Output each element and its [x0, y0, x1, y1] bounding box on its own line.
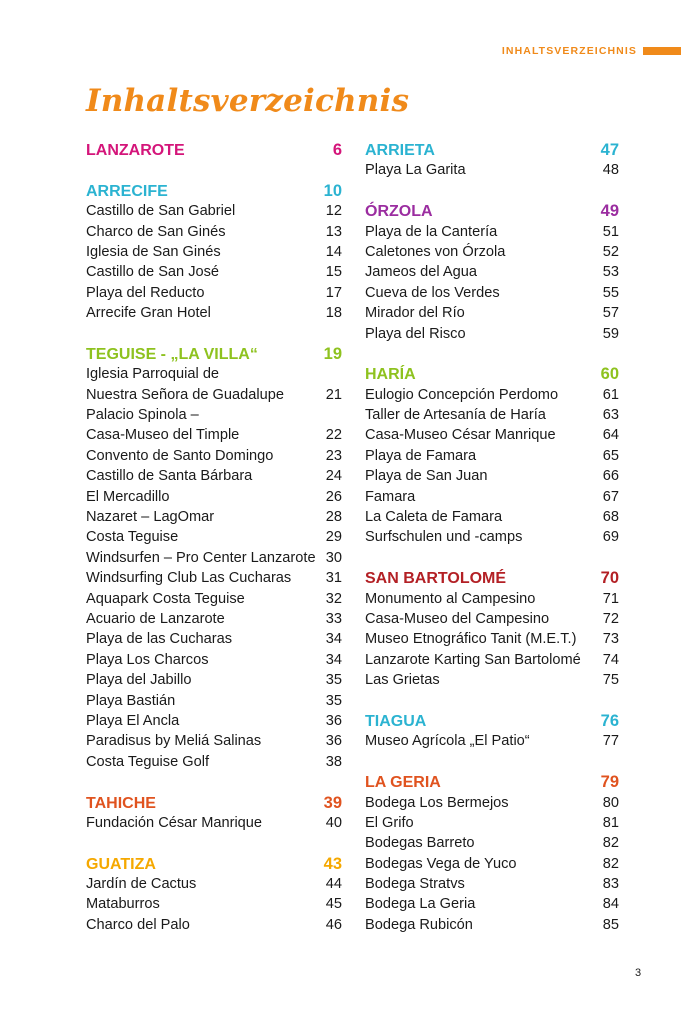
toc-entry-page: 35	[325, 692, 342, 709]
toc-entry-page: 34	[325, 651, 342, 668]
toc-entry[interactable]	[86, 711, 342, 731]
toc-section	[365, 140, 619, 181]
toc-entry-label: Convento de Santo Domingo	[86, 447, 274, 464]
section-page-number: 19	[323, 344, 342, 363]
toc-entry-page: 57	[602, 305, 619, 322]
toc-entry[interactable]	[86, 487, 342, 507]
toc-section-heading[interactable]	[86, 854, 342, 874]
toc-entry-page: 33	[325, 610, 342, 627]
toc-entry-page: 31	[325, 570, 342, 587]
toc-entry-label: Museo Etnográfico Tanit (M.E.T.)	[365, 631, 577, 648]
section-page-number: 47	[600, 141, 619, 159]
toc-entry-label: Caletones von Órzola	[365, 243, 506, 260]
toc-entry-page: 67	[602, 488, 619, 505]
toc-entry-page: 32	[325, 590, 342, 607]
toc-entry-page: 13	[325, 223, 342, 240]
toc-entry[interactable]	[86, 283, 342, 303]
toc-entry-page: 77	[602, 733, 619, 750]
toc-entry-page: 64	[602, 427, 619, 444]
toc-entry-label: Charco del Palo	[86, 916, 190, 933]
toc-section	[86, 181, 342, 324]
toc-entry-page: 68	[602, 509, 619, 526]
toc-entry[interactable]	[365, 425, 619, 445]
toc-entry[interactable]	[365, 833, 619, 853]
toc-entry[interactable]	[365, 446, 619, 466]
toc-entry-label: Cueva de los Verdes	[365, 284, 500, 301]
toc-entry-label: Paradisus by Meliá Salinas	[86, 733, 262, 750]
section-title: TIAGUA	[365, 712, 427, 730]
toc-entry-page: 45	[325, 896, 342, 913]
toc-entry-label: Playa de la Cantería	[365, 223, 498, 240]
toc-entry-label: Jameos del Agua	[365, 264, 477, 281]
toc-entry-page: 84	[602, 896, 619, 913]
toc-entry-label: Bodega Stratvs	[365, 876, 465, 893]
toc-entry[interactable]	[365, 609, 619, 629]
toc-entry[interactable]	[86, 303, 342, 323]
toc-section	[86, 344, 342, 772]
toc-entry-label: Nuestra Señora de Guadalupe	[86, 386, 284, 403]
toc-section-heading[interactable]	[365, 568, 619, 588]
toc-entry-label: Playa Bastián	[86, 692, 176, 709]
toc-entry-page: 69	[602, 529, 619, 546]
toc-entry-page: 71	[602, 590, 619, 607]
toc-entry-label: Acuario de Lanzarote	[86, 610, 225, 627]
toc-entry-page: 55	[602, 284, 619, 301]
section-title: TEGUISE - „LA VILLA“	[86, 345, 258, 363]
section-page-number: 43	[323, 854, 342, 873]
toc-entry-page: 28	[325, 509, 342, 526]
toc-entry[interactable]	[365, 874, 619, 894]
toc-entry[interactable]	[86, 568, 342, 588]
toc-entry-label: Castillo de San José	[86, 264, 220, 281]
toc-entry-label: Bodegas Barreto	[365, 835, 475, 852]
toc-entry-label: El Mercadillo	[86, 488, 170, 505]
toc-entry-label: Playa de las Cucharas	[86, 631, 233, 648]
toc-entry-page: 17	[325, 284, 342, 301]
toc-entry-page: 44	[325, 876, 342, 893]
toc-entry-label: Aquapark Costa Teguise	[86, 590, 245, 607]
section-page-number: 39	[323, 793, 342, 812]
section-title: GUATIZA	[86, 855, 156, 873]
toc-entry[interactable]	[86, 915, 342, 935]
toc-entry-page: 22	[325, 427, 342, 444]
toc-entry[interactable]	[86, 589, 342, 609]
toc-section-heading[interactable]	[365, 201, 619, 221]
toc-entry-page: 21	[325, 386, 342, 403]
toc-entry-page: 61	[602, 386, 619, 403]
toc-entry-page: 75	[602, 672, 619, 689]
toc-entry[interactable]	[86, 629, 342, 649]
toc-entry[interactable]	[365, 629, 619, 649]
toc-entry[interactable]	[365, 262, 619, 282]
toc-entry[interactable]	[365, 385, 619, 405]
toc-entry-page: 38	[325, 753, 342, 770]
toc-entry-label: Famara	[365, 488, 416, 505]
toc-entry[interactable]	[86, 691, 342, 711]
toc-entry-label: Charco de San Ginés	[86, 223, 226, 240]
toc-entry-page: 24	[325, 468, 342, 485]
toc-entry-label: Playa de San Juan	[365, 468, 488, 485]
toc-entry-label: Palacio Spinola –	[86, 407, 199, 424]
toc-entry-label: Costa Teguise	[86, 529, 179, 546]
toc-entry[interactable]	[86, 425, 342, 445]
toc-entry[interactable]	[86, 609, 342, 629]
toc-entry-label: La Caleta de Famara	[365, 509, 503, 526]
toc-entry-page: 83	[602, 876, 619, 893]
toc-section	[365, 711, 619, 752]
toc-entry[interactable]	[365, 324, 619, 344]
toc-section-heading[interactable]	[365, 364, 619, 384]
toc-entry-label: Playa La Garita	[365, 162, 466, 179]
section-title: HARÍA	[365, 366, 416, 384]
toc-section-heading[interactable]	[86, 793, 342, 813]
toc-entry-label: Las Grietas	[365, 672, 440, 689]
toc-entry-page: 73	[602, 631, 619, 648]
toc-entry-label: Museo Agrícola „El Patio“	[365, 733, 530, 750]
toc-entry-label: Playa de Famara	[365, 447, 477, 464]
toc-section-heading[interactable]	[86, 344, 342, 364]
toc-entry[interactable]	[365, 813, 619, 833]
toc-entry[interactable]	[365, 894, 619, 914]
toc-section	[86, 793, 342, 834]
toc-entry[interactable]	[365, 487, 619, 507]
page-number: 3	[635, 967, 642, 979]
toc-entry[interactable]	[86, 222, 342, 242]
section-page-number: 79	[600, 773, 619, 792]
toc-entry-page: 14	[325, 243, 342, 260]
toc-entry-page: 65	[602, 447, 619, 464]
toc-entry-page: 82	[602, 835, 619, 852]
toc-entry-label: Nazaret – LagOmar	[86, 509, 215, 526]
toc-entry[interactable]	[86, 405, 342, 425]
toc-entry-page: 80	[602, 794, 619, 811]
toc-entry[interactable]	[365, 854, 619, 874]
toc-entry-label: Bodega Rubicón	[365, 916, 473, 933]
toc-entry[interactable]	[365, 507, 619, 527]
toc-entry-page: 53	[602, 264, 619, 281]
toc-entry-page: 23	[325, 447, 342, 464]
toc-entry-label: Castillo de San Gabriel	[86, 203, 236, 220]
toc-entry-label: Arrecife Gran Hotel	[86, 305, 211, 322]
toc-entry-label: Jardín de Cactus	[86, 876, 197, 893]
running-head	[502, 44, 681, 58]
toc-entry[interactable]	[365, 527, 619, 547]
toc-entry-label: Playa del Jabillo	[86, 672, 192, 689]
section-page-number: 60	[600, 365, 619, 384]
toc-entry-page: 66	[602, 468, 619, 485]
toc-entry-page: 59	[602, 325, 619, 342]
toc-section-heading[interactable]	[86, 140, 342, 160]
toc-entry[interactable]	[86, 752, 342, 772]
toc-entry[interactable]	[86, 201, 342, 221]
toc-section-heading[interactable]	[86, 181, 342, 201]
toc-entry-page: 74	[602, 651, 619, 668]
toc-entry[interactable]	[86, 813, 342, 833]
toc-entry-label: Monumento al Campesino	[365, 590, 536, 607]
toc-entry[interactable]	[86, 874, 342, 894]
toc-entry[interactable]	[365, 160, 619, 180]
toc-entry-page: 35	[325, 672, 342, 689]
toc-entry[interactable]	[365, 303, 619, 323]
toc-entry-label: Lanzarote Karting San Bartolomé	[365, 651, 581, 668]
toc-entry-label: Casa-Museo del Campesino	[365, 610, 550, 627]
section-page-number: 76	[600, 711, 619, 730]
toc-entry-label: Playa del Reducto	[86, 284, 205, 301]
section-page-number: 6	[332, 141, 342, 159]
toc-entry[interactable]	[86, 548, 342, 568]
toc-entry-label: El Grifo	[365, 814, 414, 831]
section-title: ARRIETA	[365, 142, 435, 159]
toc-entry[interactable]	[86, 527, 342, 547]
toc-entry[interactable]	[365, 650, 619, 670]
toc-entry-page: 34	[325, 631, 342, 648]
toc-section-heading[interactable]	[365, 140, 619, 160]
toc-entry-page: 15	[325, 264, 342, 281]
toc-entry-label: Mataburros	[86, 896, 160, 913]
toc-entry[interactable]	[86, 446, 342, 466]
toc-entry-label: Windsurfen – Pro Center Lanzarote	[86, 549, 316, 566]
toc-entry-label: Costa Teguise Golf	[86, 753, 210, 770]
section-page-number: 70	[600, 569, 619, 588]
section-page-number: 10	[323, 181, 342, 200]
section-page-number: 49	[600, 202, 619, 221]
toc-entry[interactable]	[365, 466, 619, 486]
running-head-text: INHALTSVERZEICHNIS	[501, 45, 637, 57]
toc-entry[interactable]	[86, 894, 342, 914]
toc-entry[interactable]	[86, 364, 342, 384]
toc-entry-label: Castillo de Santa Bárbara	[86, 468, 253, 485]
toc-entry-label: Bodega La Geria	[365, 896, 476, 913]
toc-section-heading[interactable]	[365, 772, 619, 792]
toc-entry-page: 40	[325, 814, 342, 831]
toc-entry-label: Surfschulen und -camps	[365, 529, 523, 546]
toc-section-heading[interactable]	[365, 711, 619, 731]
toc-entry[interactable]	[86, 385, 342, 405]
toc-entry-label: Fundación César Manrique	[86, 814, 263, 831]
toc-entry[interactable]	[365, 670, 619, 690]
toc-section	[86, 854, 342, 936]
toc-entry-label: Bodega Los Bermejos	[365, 794, 509, 811]
section-title: SAN BARTOLOMÉ	[365, 570, 507, 588]
toc-section	[365, 201, 619, 344]
toc-entry-label: Playa Los Charcos	[86, 651, 209, 668]
toc-entry[interactable]	[86, 670, 342, 690]
toc-entry-page: 72	[602, 610, 619, 627]
toc-entry[interactable]	[365, 242, 619, 262]
toc-entry-page: 48	[602, 162, 619, 179]
toc-entry[interactable]	[86, 650, 342, 670]
toc-entry[interactable]	[365, 731, 619, 751]
toc-entry-label: Eulogio Concepción Perdomo	[365, 386, 559, 403]
toc-entry[interactable]	[86, 262, 342, 282]
toc-entry-page: 85	[602, 916, 619, 933]
page-title: Inhaltsverzeichnis	[86, 83, 410, 119]
toc-entry-page: 18	[325, 305, 342, 322]
toc-entry-page: 63	[602, 407, 619, 424]
toc-section	[365, 364, 619, 548]
toc-entry-page: 29	[325, 529, 342, 546]
toc-entry-label: Mirador del Río	[365, 305, 465, 322]
toc-entry-page: 12	[325, 203, 342, 220]
toc-section	[365, 568, 619, 690]
toc-entry-label: Casa-Museo del Timple	[86, 427, 240, 444]
toc-column-right	[365, 140, 619, 956]
toc-entry[interactable]	[365, 915, 619, 935]
toc-entry[interactable]	[86, 242, 342, 262]
toc-entry-label: Taller de Artesanía de Haría	[365, 407, 546, 424]
toc-entry-page: 30	[325, 549, 342, 566]
toc-entry[interactable]	[86, 466, 342, 486]
toc-entry[interactable]	[365, 793, 619, 813]
toc-entry-page: 82	[602, 855, 619, 872]
toc-entry-page: 46	[325, 916, 342, 933]
toc-entry-label: Iglesia Parroquial de	[86, 366, 220, 383]
toc-entry[interactable]	[86, 507, 342, 527]
section-title: ÓRZOLA	[365, 203, 433, 221]
toc-entry-label: Windsurfing Club Las Cucharas	[86, 570, 292, 587]
section-title: LANZAROTE	[86, 142, 185, 159]
toc-entry[interactable]	[86, 731, 342, 751]
toc-entry[interactable]	[365, 283, 619, 303]
toc-entry-page: 36	[325, 712, 342, 729]
toc-entry-label: Playa El Ancla	[86, 712, 180, 729]
toc-entry-label: Playa del Risco	[365, 325, 466, 342]
toc-section	[86, 140, 342, 160]
toc-entry[interactable]	[365, 589, 619, 609]
toc-entry-page: 81	[602, 814, 619, 831]
toc-entry-page: 52	[602, 243, 619, 260]
section-title: TAHICHE	[86, 794, 156, 812]
section-title: ARRECIFE	[86, 182, 168, 200]
toc-entry-label: Iglesia de San Ginés	[86, 243, 221, 260]
toc-section	[365, 772, 619, 935]
running-head-bar	[643, 47, 681, 55]
toc-entry-page: 51	[602, 223, 619, 240]
toc-entry[interactable]	[365, 222, 619, 242]
toc-entry[interactable]	[365, 405, 619, 425]
toc-column-left	[86, 140, 342, 956]
toc-entry-page: 26	[325, 488, 342, 505]
toc-entry-label: Casa-Museo César Manrique	[365, 427, 556, 444]
toc-entry-page: 36	[325, 733, 342, 750]
toc-entry-label: Bodegas Vega de Yuco	[365, 855, 517, 872]
section-title: LA GERIA	[365, 774, 441, 792]
